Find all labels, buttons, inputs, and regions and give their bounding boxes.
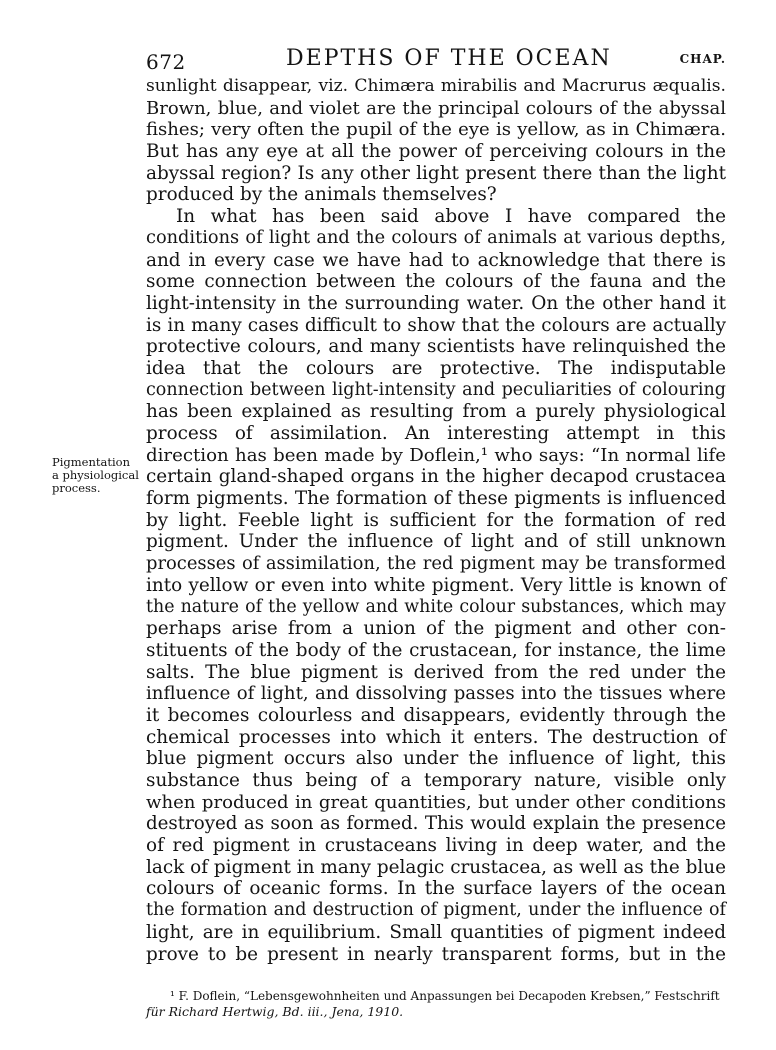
text-line: some connection between the colours of the fauna and the — [146, 271, 726, 293]
text-line: connection between light-intensity and peculiarities of colouring — [146, 379, 726, 400]
text-line: fishes; very often the pupil of the eye is yellow, as in Chimæra. — [146, 119, 726, 141]
body-text — [146, 76, 726, 965]
text-line: direction has been made by Doflein,¹ who says: “In normal life — [146, 444, 726, 466]
marginal-note — [52, 456, 144, 495]
text-line: of red pigment in crustaceans living in deep water, and the — [146, 835, 726, 857]
footnote-line: ¹ F. Doflein, “Lebensgewohnheiten und Anpassungen bei Decapoden Krebsen,” Festschrift — [170, 989, 720, 1003]
text-line: prove to be present in nearly transparent forms, but in the — [146, 943, 726, 965]
text-line: by light. Feeble light is sufficient for the formation of red — [146, 509, 726, 531]
text-line: influence of light, and dissolving passes into the tissues where — [146, 683, 726, 705]
text-line: conditions of light and the colours of animals at various depths, — [146, 227, 726, 248]
text-line: destroyed as soon as formed. This would explain the presence — [146, 813, 726, 835]
text-line: into yellow or even into white pigment. Very little is known of — [146, 574, 726, 596]
marginal-note-line: process. — [52, 481, 101, 495]
text-line: light-intensity in the surrounding water. On the other hand it — [146, 292, 726, 314]
chapter-label: CHAP. — [679, 52, 726, 66]
text-line: the formation and destruction of pigment, under the influence of — [146, 900, 726, 921]
text-line: stituents of the body of the crustacean, for instance, the lime — [146, 639, 726, 661]
marginal-note-line: a physiological — [52, 468, 139, 482]
page-number: 672 — [146, 50, 186, 74]
page-header — [146, 44, 726, 72]
text-line: form pigments. The formation of these pigments is influenced — [146, 488, 726, 510]
text-line: the nature of the yellow and white colour substances, which may — [146, 596, 726, 617]
text-line: protective colours, and many scientists have relinquished the — [146, 336, 726, 358]
text-line: pigment. Under the influence of light and of still unknown — [146, 531, 726, 553]
text-line: perhaps arise from a union of the pigment and other con- — [146, 618, 726, 640]
text-line: produced by the animals themselves? — [146, 184, 497, 206]
text-line: certain gland-shaped organs in the higher decapod crustacea — [146, 466, 726, 488]
text-line: Brown, blue, and violet are the principal colours of the abyssal — [146, 97, 726, 119]
text-line: idea that the colours are protective. The indisputable — [146, 357, 726, 379]
text-line: and in every case we have had to acknowledge that there is — [146, 249, 726, 271]
text-line: it becomes colourless and disappears, evidently through the — [146, 704, 726, 726]
text-line: process of assimilation. An interesting attempt in this — [146, 423, 726, 444]
text-line: sunlight disappear, viz. Chimæra mirabilis and Macrurus æqualis. — [146, 76, 726, 96]
running-title: DEPTHS OF THE OCEAN — [286, 46, 612, 71]
text-line: substance thus being of a temporary nature, visible only — [146, 770, 726, 791]
footnote — [146, 988, 726, 1020]
text-line: chemical processes into which it enters. The destruction of — [146, 726, 726, 748]
text-line: has been explained as resulting from a purely physiological — [146, 401, 726, 423]
text-line: lack of pigment in many pelagic crustacea, as well as the blue — [146, 856, 726, 878]
text-line: blue pigment occurs also under the influence of light, this — [146, 748, 726, 770]
text-line: colours of oceanic forms. In the surface layers of the ocean — [146, 878, 726, 900]
text-line: But has any eye at all the power of perceiving colours in the — [146, 141, 726, 163]
text-line: abyssal region? Is any other light present there than the light — [146, 162, 726, 184]
text-line: salts. The blue pigment is derived from the red under the — [146, 661, 726, 683]
paragraph-start-line: In what has been said above I have compared the — [176, 206, 726, 228]
text-line: is in many cases difficult to show that the colours are actually — [146, 314, 726, 336]
text-line: light, are in equilibrium. Small quantities of pigment indeed — [146, 921, 726, 943]
footnote-line: für Richard Hertwig, Bd. iii., Jena, 1910. — [146, 1004, 404, 1019]
text-line: when produced in great quantities, but under other conditions — [146, 791, 726, 813]
marginal-note-line: Pigmentation — [52, 455, 131, 469]
text-line: processes of assimilation, the red pigment may be transformed — [146, 553, 726, 575]
